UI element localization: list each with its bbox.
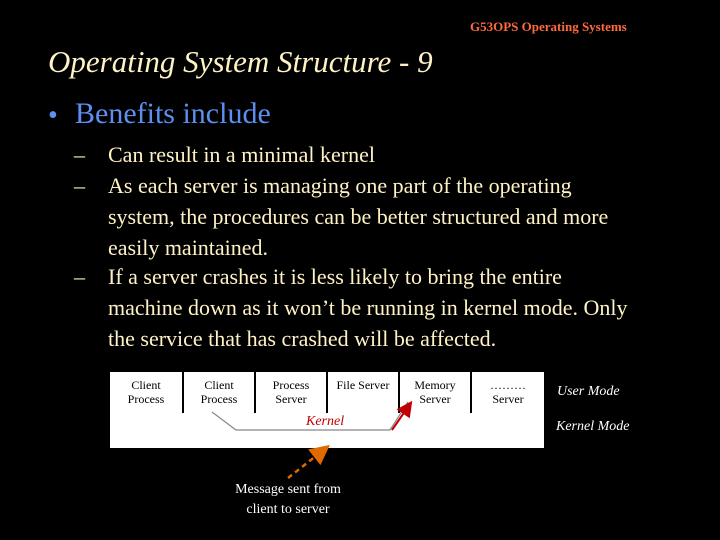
kernel-mode-label: Kernel Mode [556,419,630,434]
subpoint-line: system, the procedures can be better structured and more [108,204,609,229]
box-label: Server [492,392,524,406]
subpoint-line: Can result in a minimal kernel [108,142,375,167]
subpoint-line: machine down as it won’t be running in kernel mode. Only [108,295,628,320]
subpoint-line: easily maintained. [108,235,269,260]
bullet-heading: Benefits include [75,97,271,130]
box-label: File Server [336,378,390,392]
box-label: ……… [490,378,526,392]
box-label: Client [131,378,161,392]
box-label: Memory [414,378,456,392]
message-line: client to server [246,502,330,517]
subpoint-line: As each server is managing one part of the operating [108,173,572,198]
message-path-arrowhead [392,404,410,430]
box-label: Client [204,378,234,392]
dashed-pointer-arrow [288,448,326,478]
slide-title: Operating System Structure - 9 [48,44,433,79]
message-path-arrow [212,402,408,430]
box-label: Process [200,392,238,406]
box-label: Server [419,392,451,406]
dash-marker: – [74,173,85,198]
box-label: Process [272,378,310,392]
message-line: Message sent from [235,482,341,497]
box-label: Server [275,392,307,406]
subpoint-line: If a server crashes it is less likely to bring the entire [108,264,562,289]
course-header: G53OPS Operating Systems [470,19,627,34]
box-label: Process [127,392,165,406]
dash-marker: – [74,142,85,167]
kernel-label: Kernel [306,414,345,429]
user-mode-label: User Mode [557,384,620,399]
subpoint-line: the service that has crashed will be affected. [108,326,497,351]
dash-marker: – [74,264,85,289]
bullet-dot: • [48,100,58,131]
